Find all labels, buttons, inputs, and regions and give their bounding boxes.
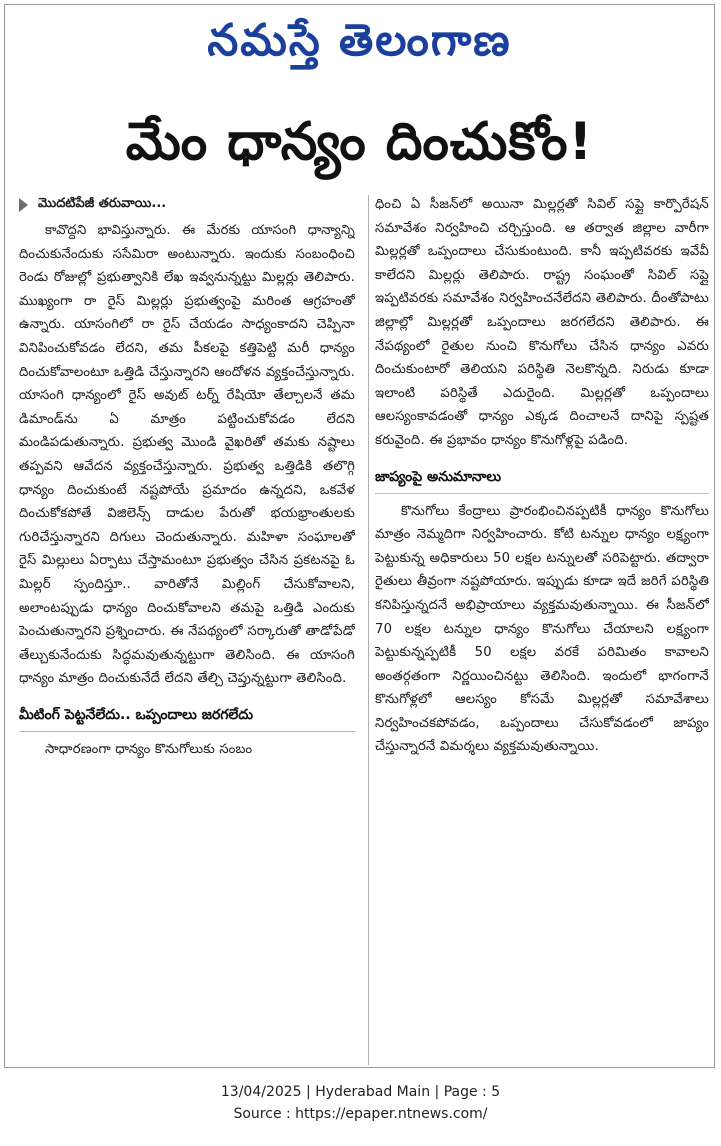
source-link[interactable]: Source : https://epaper.ntnews.com/: [233, 1106, 488, 1122]
article-paragraph-4: కొనుగోలు కేంద్రాలు ప్రారంభించినప్పటికీ ధాన్యం కొనుగోలు మాత్రం నెమ్మదిగా నిర్వహించారు. కోటి టన్నుల ధాన్యం లక్ష్యంగా పెట్టుకున్న అధికారులు 50 లక్షల టన్నులతో సరిపెట్టారు. తద్వారా రైతులు తీవ్రంగా నష్టపోయారు. ఇప్పుడు కూడా ఇదే జరిగే పరిస్థితి కనిపిస్తున్నదనే అభిప్రాయాలు వ్యక్తమవుతున్నాయి. ఈ సీజన్‌లో 70 లక్షల టన్నుల ధాన్యం కొనుగోలు చేయాలని లక్ష్యంగా పెట్టుకున్నప్పటికీ 50 లక్షల వరకే పరిమితం కావాలని అంతర్గతంగా నిర్ణయించినట్టు తెలిసింది. ఇందులో భాగంగానే కొనుగోళ్లలో ఆలస్యం కోసమే మిల్లర్లతో సమావేశాలు నిర్వహించకపోవడం, ఒప్పందాలు చేసుకోవడంలో జాప్యం చేస్తున్నారనే విమర్శలు వ్యక్తమవుతున్నాయి.: [375, 503, 709, 755]
article-paragraph-1: కావొద్దని భావిస్తున్నారు. ఈ మేరకు యాసంగి ధాన్యాన్ని దించుకునేందుకు ససేమిరా అంటున్నారు. ఇందుకు సంబంధించి రెండు రోజుల్లో ప్రభుత్వానికి లేఖ ఇవ్వనున్నట్టు మిల్లర్లు తెలిపారు. ముఖ్యంగా రా రైస్‌ మిల్లర్లు ప్రభుత్వంపై మరింత ఆగ్రహంతో ఉన్నారు. యాసంగిలో రా రైస్‌ చేయడం సాధ్యంకాదని చెప్పినా వినిపించుకోవడం లేదని, తమ పీకలపై కత్తిపెట్టి మరీ ధాన్యం దించుకోవాలంటూ ఒత్తిడి చేస్తున్నారని ఆందోళన వ్యక్తంచేస్తున్నారు. యాసంగి ధాన్యంలో రైస్‌ అవుట్‌ టర్న్‌ రేషియో తేల్చాలనే తమ డిమాండ్‌ను ఏ మాత్రం పట్టించుకోవడం లేదని మండిపడుతున్నారు. ప్రభుత్వ మొండి వైఖరితో తమకు నష్టాలు తప్పవని ఆవేదన వ్యక్తంచేస్తున్నారు. ప్రభుత్వ ఒత్తిడికి తలొగ్గి ధాన్యం దించుకుంటే నష్టపోయే ప్రమాదం ఉన్నదని, ఒకవేళ దించుకోకపోతే విజిలెన్స్‌ దాడుల పేరుతో భయభ్రాంతులకు గురిచేస్తున్నారని దిగులు చెందుతున్నారు. మహిళా సంఘాలతో రైస్‌ మిల్లులు ఏర్పాటు చేస్తామంటూ ప్రభుత్వం చేసిన ప్రకటనపై ఓ మిల్లర్‌ స్పందిస్తూ.. వారితోనే మిల్లింగ్‌ చేసుకోవాలని, అలాంటప్పుడు ధాన్యం దించుకోవాలని తమపై ఒత్తిడి ఎందుకు పెంచుతున్నారని ప్రశ్నించారు. ఈ నేపథ్యంలో సర్కారుతో తాడోపేడో తేల్చుకునేందుకు సిద్ధమవుతున్నట్టుగా తెలిసింది. ఈ యాసంగి ధాన్యం మాత్రం దించుకునేదే లేదని తేల్చి చెప్తున్నట్టుగా తెలిసింది.: [19, 223, 355, 687]
newspaper-masthead: నమస్తే తెలంగాణ: [207, 15, 512, 66]
article-headline: మేం ధాన్యం దించుకోం!: [125, 112, 594, 172]
edition-info: 13/04/2025 | Hyderabad Main | Page : 5: [220, 1084, 501, 1100]
column-divider: [368, 195, 369, 1065]
article-paragraph-2: సాధారణంగా ధాన్యం కొనుగోలుకు సంబం: [45, 741, 253, 757]
newspaper-clipping: [4, 4, 715, 1068]
article-column-left: [19, 193, 355, 1063]
article-column-right: [375, 193, 709, 1063]
kicker-label: మొదటిపేజీ తరువాయి...: [38, 196, 167, 211]
section-subheading-2: జాప్యంపై అనుమానాలు: [375, 465, 709, 494]
arrow-right-icon: [19, 198, 28, 212]
section-subheading-1: మీటింగ్‌ పెట్టనేలేదు.. ఒప్పందాలు జరగలేదు: [19, 703, 355, 732]
article-paragraph-3: ధించి ఏ సీజన్‌లో అయినా మిల్లర్లతో సివిల్‌ సప్లై కార్పొరేషన్‌ సమావేశం నిర్వహించి చర్చిస్తుంది. ఆ తర్వాత జిల్లాల వారీగా మిల్లర్లతో ఒప్పందాలు చేసుకుంటుంది. కానీ ఇప్పటివరకు ఇవేవీ కాలేదని మిల్లర్లు తెలిపారు. రాష్ట్ర సంఘంతో సివిల్‌ సప్లై ఇప్పటివరకు సమావేశం నిర్వహించనేలేదని తెలిపారు. దీంతోపాటు జిల్లాల్లో మిల్లర్లతో ఒప్పందాలు జరగలేదని తెలిపారు. ఈ నేపథ్యంలో రైతుల నుంచి కొనుగోలు చేసిన ధాన్యం ఎవరు దించుకుంటారో తెలియని పరిస్థితి నెలకొన్నది. నిరుడు కూడా ఇలాంటి పరిస్థితే ఎదురైంది. మిల్లర్లతో ఒప్పందాలు ఆలస్యంకావడంతో ధాన్యం ఎక్కడ దించాలనే దానిపై స్పష్టత కరువైంది. ఈ ప్రభావం ధాన్యం కొనుగోళ్లపై పడింది.: [375, 197, 709, 448]
continuation-kicker: [19, 193, 355, 217]
